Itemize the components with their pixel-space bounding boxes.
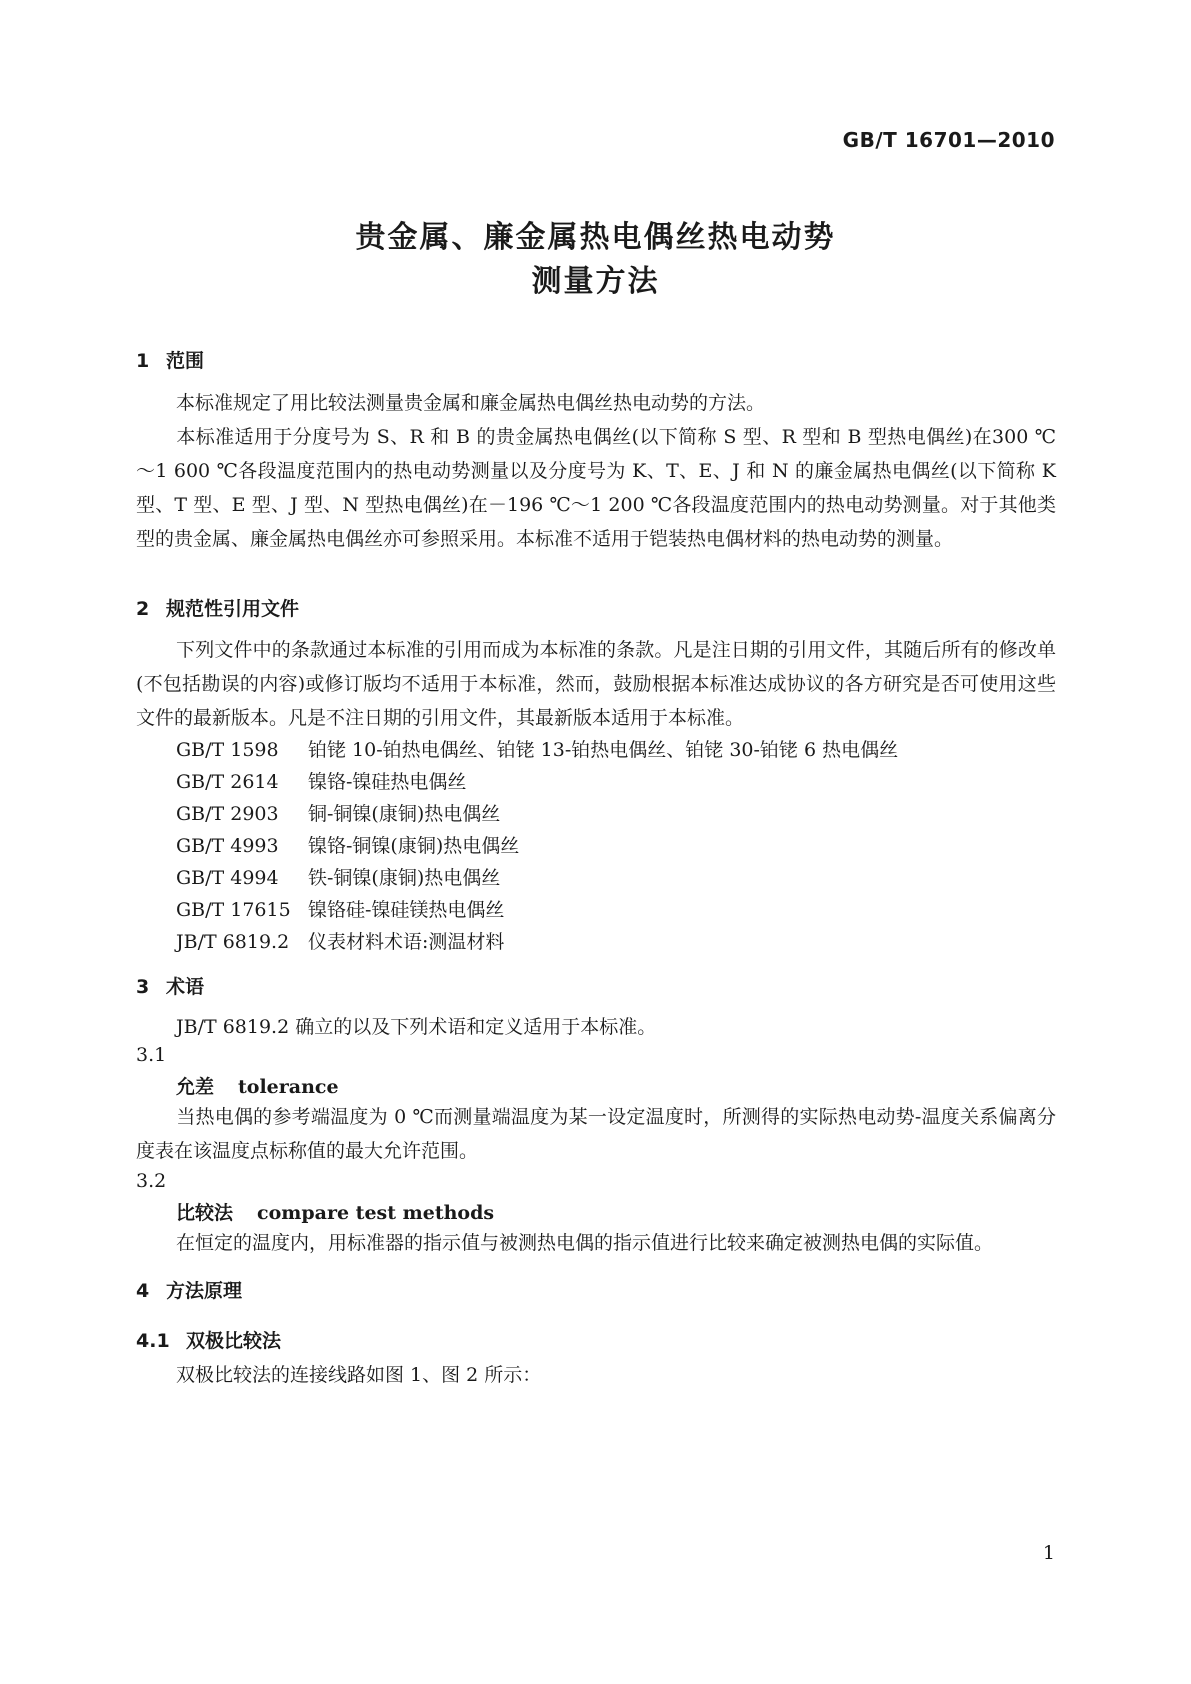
reference-item bbox=[176, 895, 504, 922]
document-title-line-2: 测量方法 bbox=[531, 264, 660, 299]
reference-title: 铁-铜镍(康铜)热电偶丝 bbox=[308, 867, 501, 889]
subsection-4-1-heading bbox=[136, 1326, 281, 1353]
subsection-title: 双极比较法 bbox=[186, 1330, 282, 1352]
subsection-number: 4.1 bbox=[136, 1330, 170, 1352]
paragraph-text: 本标准适用于分度号为 S、R 和 B 的贵金属热电偶丝(以下简称 S 型、R 型和 B 型热电偶丝)在300 ℃～1 600 ℃各段温度范围内的热电动势测量以及分度号为 K、T、E、J 和 N 的廉金属热电偶丝(以下简称 K 型、T 型、E 型、J 型、N 型热电偶丝)在－196 ℃～1 200 ℃各段温度范围内的热电动势测量。对于其他类型的贵金属、廉金属热电偶丝亦可参照采用。本标准不适用于铠装热电偶材料的热电动势的测量。 bbox=[136, 426, 1056, 550]
reference-item bbox=[176, 799, 500, 826]
reference-title: 镍铬-铜镍(康铜)热电偶丝 bbox=[308, 835, 520, 857]
section-number: 1 bbox=[136, 350, 150, 372]
section-1-heading bbox=[136, 346, 204, 373]
section-2-heading bbox=[136, 594, 299, 621]
term-english: compare test methods bbox=[257, 1202, 495, 1224]
reference-code: JB/T 6819.2 bbox=[176, 931, 290, 953]
reference-code: GB/T 2614 bbox=[176, 771, 279, 793]
reference-item bbox=[176, 767, 466, 794]
section-3-paragraph-1: JB/T 6819.2 确立的以及下列术语和定义适用于本标准。 bbox=[176, 1016, 657, 1038]
standard-number: GB/T 16701—2010 bbox=[842, 128, 1055, 152]
section-4-heading bbox=[136, 1276, 242, 1303]
section-title: 范围 bbox=[166, 350, 205, 372]
term-chinese: 允差 bbox=[176, 1076, 215, 1098]
term-3-2-number: 3.2 bbox=[136, 1170, 167, 1192]
paragraph-text: 下列文件中的条款通过本标准的引用而成为本标准的条款。凡是注日期的引用文件，其随后所有的修改单(不包括勘误的内容)或修订版均不适用于本标准，然而，鼓励根据本标准达成协议的各方研究是否可使用这些文件的最新版本。凡是不注日期的引用文件，其最新版本适用于本标准。 bbox=[136, 639, 1056, 729]
term-3-1-number: 3.1 bbox=[136, 1044, 167, 1066]
reference-title: 镍铬硅-镍硅镁热电偶丝 bbox=[308, 899, 505, 921]
section-1-paragraph-2 bbox=[136, 420, 1056, 556]
document-title-line-1: 贵金属、廉金属热电偶丝热电动势 bbox=[355, 220, 836, 255]
section-number: 4 bbox=[136, 1280, 150, 1302]
section-title: 规范性引用文件 bbox=[166, 598, 300, 620]
reference-title: 铜-铜镍(康铜)热电偶丝 bbox=[308, 803, 501, 825]
term-3-1-heading bbox=[176, 1072, 339, 1099]
definition-text: 当热电偶的参考端温度为 0 ℃而测量端温度为某一设定温度时，所测得的实际热电动势-温度关系偏离分度表在该温度点标称值的最大允许范围。 bbox=[136, 1106, 1056, 1162]
section-number: 3 bbox=[136, 976, 150, 998]
reference-code: GB/T 17615 bbox=[176, 899, 291, 921]
page-number: 1 bbox=[1042, 1542, 1055, 1564]
reference-code: GB/T 4993 bbox=[176, 835, 279, 857]
term-chinese: 比较法 bbox=[176, 1202, 234, 1224]
section-number: 2 bbox=[136, 598, 150, 620]
reference-item bbox=[176, 735, 898, 762]
subsection-4-1-paragraph: 双极比较法的连接线路如图 1、图 2 所示： bbox=[176, 1364, 542, 1386]
term-3-2-heading bbox=[176, 1198, 494, 1225]
reference-code: GB/T 1598 bbox=[176, 739, 279, 761]
reference-title: 铂铑 10-铂热电偶丝、铂铑 13-铂热电偶丝、铂铑 30-铂铑 6 热电偶丝 bbox=[308, 739, 899, 761]
paragraph-text: 本标准规定了用比较法测量贵金属和廉金属热电偶丝热电动势的方法。 bbox=[176, 392, 766, 414]
term-english: tolerance bbox=[238, 1076, 339, 1098]
reference-code: GB/T 2903 bbox=[176, 803, 279, 825]
section-title: 术语 bbox=[166, 976, 205, 998]
term-3-2-definition bbox=[136, 1226, 1056, 1260]
section-3-heading bbox=[136, 972, 204, 999]
section-title: 方法原理 bbox=[166, 1280, 243, 1302]
reference-title: 镍铬-镍硅热电偶丝 bbox=[308, 771, 467, 793]
reference-item bbox=[176, 927, 504, 954]
reference-item bbox=[176, 831, 519, 858]
term-3-1-definition bbox=[136, 1100, 1056, 1168]
reference-title: 仪表材料术语:测温材料 bbox=[308, 931, 505, 953]
definition-text: 在恒定的温度内，用标准器的指示值与被测热电偶的指示值进行比较来确定被测热电偶的实际值。 bbox=[176, 1232, 994, 1254]
section-1-paragraph-1 bbox=[136, 386, 1056, 420]
reference-code: GB/T 4994 bbox=[176, 867, 279, 889]
reference-item bbox=[176, 863, 500, 890]
section-2-paragraph-1 bbox=[136, 633, 1056, 735]
